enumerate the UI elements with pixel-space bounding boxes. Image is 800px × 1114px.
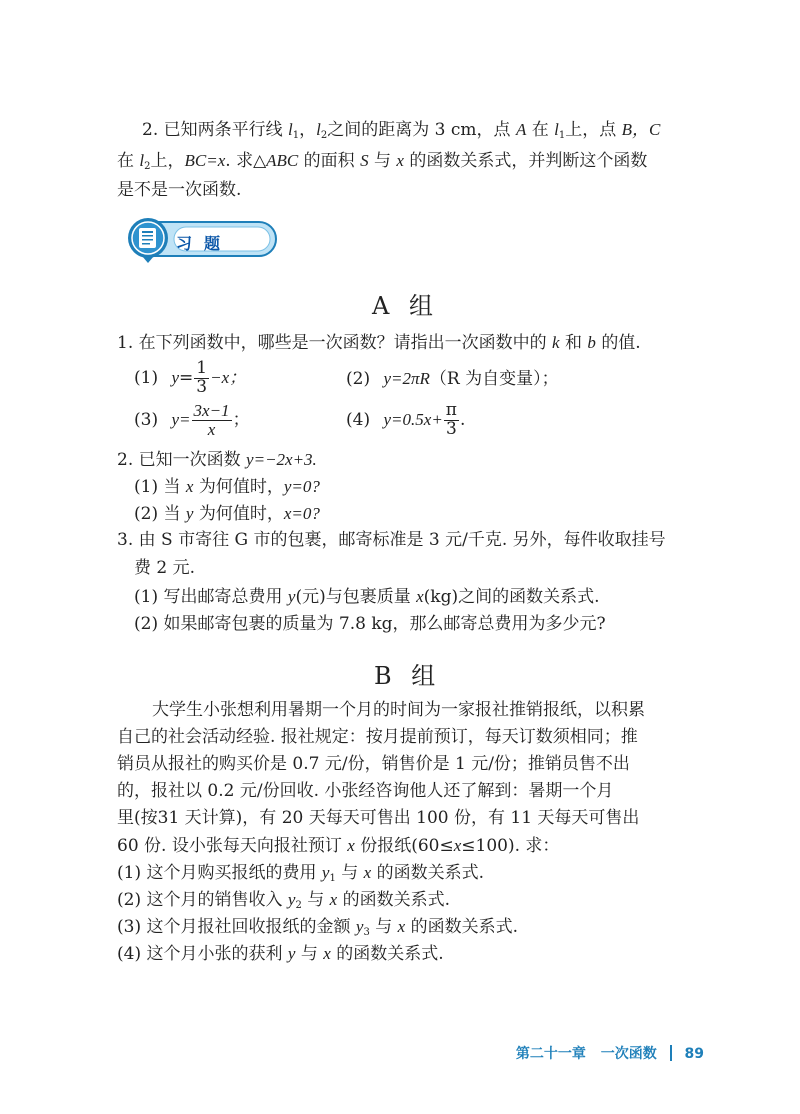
group-a-q1-item2: (2) y=2πR（R 为自变量）； xyxy=(346,369,559,389)
problem2-line3: 是不是一次函数. xyxy=(117,180,242,200)
group-b-para-line4: 的，报社以 0.2 元/份回收. 小张经咨询他人还了解到：暑期一个月 xyxy=(117,781,614,801)
group-a-q3-sub1: (1) 写出邮寄总费用 y(元)与包裹质量 x(kg)之间的函数关系式. xyxy=(134,587,600,607)
group-b-para-line3: 销员从报社的购买价是 0.7 元/份，销售价是 1 元/份；推销员售不出 xyxy=(117,754,630,774)
group-b-sub3: (3) 这个月报社回收报纸的金额 $y_3$ 与 x 的函数关系式. xyxy=(117,917,518,938)
group-a-heading: A 组 xyxy=(372,292,439,320)
group-b-sub4: (4) 这个月小张的获利 y 与 x 的函数关系式. xyxy=(117,944,444,964)
group-b-para-line2: 自己的社会活动经验. 报社规定：按月提前预订，每天订数须相同；推 xyxy=(117,727,638,747)
group-a-q1: 1. 在下列函数中，哪些是一次函数？请指出一次函数中的 k 和 b 的值. xyxy=(117,333,641,353)
group-a-q1-item1: (1) y= $\frac{1}{3}$ −x； xyxy=(134,358,247,397)
group-a-q1-item3: (3) y= $\frac{3x-1}{x}$ ； xyxy=(134,401,250,439)
group-b-heading: B 组 xyxy=(374,662,442,690)
footer-chapter: 第二十一章 xyxy=(515,1046,586,1062)
footer-title: 一次函数 xyxy=(600,1046,657,1062)
group-b-sub1: (1) 这个月购买报纸的费用 $y_1$ 与 x 的函数关系式. xyxy=(117,863,484,884)
group-b-para-line1: 大学生小张想利用暑期一个月的时间为一家报社推销报纸，以积累 xyxy=(152,700,645,720)
group-a-q3-line2: 费 2 元. xyxy=(134,558,196,578)
group-a-q3-sub2: (2) 如果邮寄包裹的质量为 7.8 kg，那么邮寄总费用为多少元? xyxy=(134,614,606,634)
group-b-para-line5: 里(按31 天计算)，有 20 天每天可售出 100 份，有 11 天每天可售出 xyxy=(117,808,640,828)
exercise-badge-label: 习题 xyxy=(176,234,233,253)
group-a-q2-sub1: (1) 当 x 为何值时，y=0? xyxy=(134,477,320,497)
problem2-line2: 在 $l_2$上，BC=x. 求△ABC 的面积 S 与 x 的函数关系式，并判断这个函数 xyxy=(117,151,648,172)
group-b-para-line6: 60 份. 设小张每天向报社预订 x 份报纸(60≤x≤100). 求： xyxy=(117,836,560,856)
notebook-icon xyxy=(139,228,156,248)
page-number: 89 xyxy=(684,1046,704,1062)
group-a-q1-item4: (4) y=0.5x+ $\frac{\pi}{3}$ . xyxy=(346,400,466,439)
group-b-sub2: (2) 这个月的销售收入 $y_2$ 与 x 的函数关系式. xyxy=(117,890,450,911)
group-a-q2: 2. 已知一次函数 y=−2x+3. xyxy=(117,450,317,470)
page-footer xyxy=(516,1043,704,1063)
group-a-q3-line1: 3. 由 S 市寄往 G 市的包裹，邮寄标准是 3 元/千克. 另外，每件收取挂号 xyxy=(117,530,666,550)
group-a-q2-sub2: (2) 当 y 为何值时，x=0? xyxy=(134,504,320,524)
footer-divider xyxy=(670,1045,672,1061)
problem2-line1: 2. 已知两条平行线 $l_1$，$l_2$之间的距离为 3 cm，点 A 在 $l_1$上，点 B，C xyxy=(142,120,661,141)
